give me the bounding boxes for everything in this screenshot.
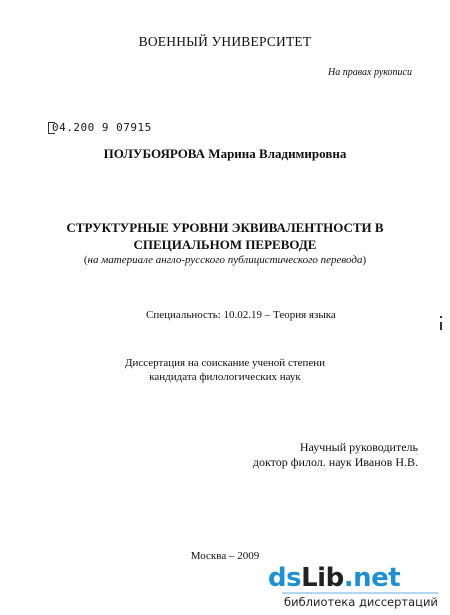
subtitle-close-paren: )	[362, 254, 367, 266]
margin-mark-line	[440, 322, 442, 330]
supervisor-name: доктор филол. наук Иванов Н.В.	[252, 455, 418, 469]
subtitle-text: на материале англо-русского публицистического перевода	[87, 254, 363, 266]
degree-line-1: Диссертация на соискание ученой степени	[124, 357, 326, 369]
title-line-2: СПЕЦИАЛЬНОМ ПЕРЕВОДЕ	[133, 237, 317, 252]
degree-statement	[0, 356, 450, 384]
margin-mark-dot	[440, 316, 442, 318]
watermark-tagline: библиотека диссертаций	[284, 595, 438, 609]
city-year: Москва – 2009	[190, 550, 260, 562]
dissertation-subtitle	[0, 254, 450, 266]
logo-part-ds: ds	[268, 563, 302, 593]
university-name: ВОЕННЫЙ УНИВЕРСИТЕТ	[138, 34, 312, 49]
supervisor-block	[253, 440, 418, 470]
logo-part-lib: Lib	[301, 563, 344, 593]
margin-mark	[440, 316, 442, 332]
dslib-logo	[268, 563, 400, 593]
registration-code: 04.200 9 07915	[52, 121, 152, 134]
degree-line-2: кандидата филологических наук	[149, 371, 301, 383]
supervisor-label: Научный руководитель	[299, 440, 418, 454]
watermark-underline	[282, 592, 438, 594]
author-name: ПОЛУБОЯРОВА Марина Владимировна	[103, 146, 347, 161]
dslib-watermark[interactable]	[268, 563, 440, 611]
subtitle-open-paren: (	[83, 254, 88, 266]
title-line-1: СТРУКТУРНЫЕ УРОВНИ ЭКВИВАЛЕНТНОСТИ В	[66, 220, 384, 235]
manuscript-rights-note: На правах рукописи	[328, 67, 412, 78]
logo-part-net: .net	[343, 563, 401, 593]
dissertation-title	[0, 219, 450, 253]
specialty-line: Специальность: 10.02.19 – Теория языка	[146, 309, 336, 321]
